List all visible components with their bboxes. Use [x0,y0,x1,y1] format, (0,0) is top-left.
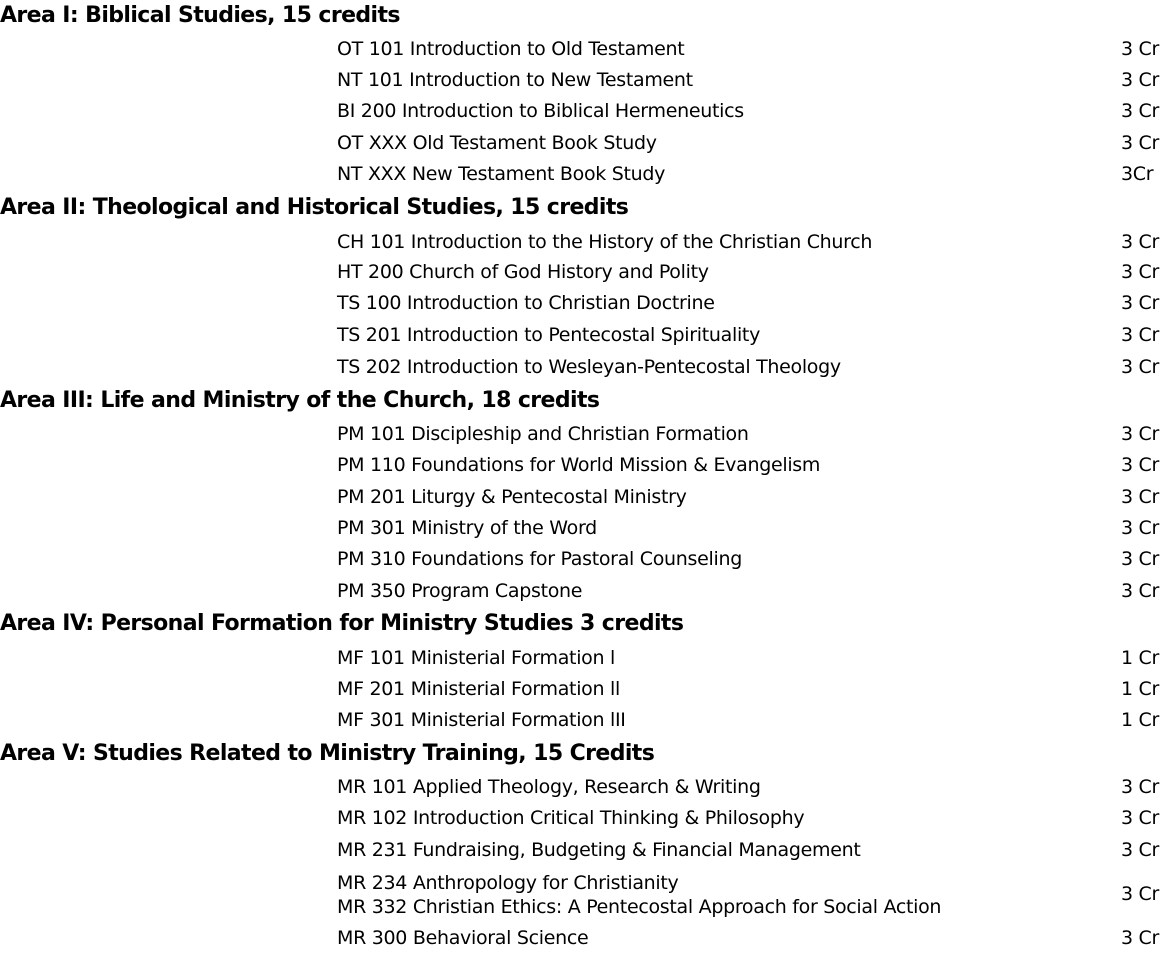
course-title: MR 332 Christian Ethics: A Pentecostal Approach for Social Action [337,896,942,918]
course-title: MF 301 Ministerial Formation lII [337,709,626,731]
course-credits: 3 Cr [1121,261,1160,283]
course-title: PM 110 Foundations for World Mission & Evangelism [337,454,821,476]
course-title: MR 300 Behavioral Science [337,927,589,949]
course-title: TS 100 Introduction to Christian Doctrine [337,292,715,314]
area-heading: Area V: Studies Related to Ministry Training, 15 Credits [0,741,655,766]
course-credits: 3 Cr [1121,927,1160,949]
course-title: OT 101 Introduction to Old Testament [337,38,685,60]
course-title: MR 231 Fundraising, Budgeting & Financial Management [337,839,861,861]
course-credits: 3 Cr [1121,486,1160,508]
area-heading: Area III: Life and Ministry of the Church, 18 credits [0,388,600,413]
course-credits: 3 Cr [1121,231,1160,253]
course-credits: 3Cr [1121,163,1154,185]
course-title: PM 350 Program Capstone [337,580,583,602]
course-title: CH 101 Introduction to the History of the Christian Church [337,231,873,253]
course-title: MR 102 Introduction Critical Thinking & Philosophy [337,807,805,829]
course-title: MF 201 Ministerial Formation ll [337,678,620,700]
course-title: PM 301 Ministry of the Word [337,517,597,539]
course-title: OT XXX Old Testament Book Study [337,132,657,154]
course-credits: 3 Cr [1121,776,1160,798]
course-title: MR 101 Applied Theology, Research & Writing [337,776,761,798]
course-title: TS 201 Introduction to Pentecostal Spirituality [337,324,761,346]
course-credits: 3 Cr [1121,423,1160,445]
course-credits: 3 Cr [1121,883,1160,905]
area-heading: Area I: Biblical Studies, 15 credits [0,3,400,28]
course-credits: 1 Cr [1121,647,1160,669]
course-credits: 3 Cr [1121,807,1160,829]
course-title: HT 200 Church of God History and Polity [337,261,709,283]
area-heading: Area IV: Personal Formation for Ministry Studies 3 credits [0,611,684,636]
course-credits: 3 Cr [1121,580,1160,602]
course-credits: 1 Cr [1121,678,1160,700]
course-title: TS 202 Introduction to Wesleyan-Pentecostal Theology [337,356,841,378]
area-heading: Area II: Theological and Historical Studies, 15 credits [0,195,629,220]
course-credits: 3 Cr [1121,548,1160,570]
course-credits: 3 Cr [1121,132,1160,154]
course-title: PM 101 Discipleship and Christian Formation [337,423,749,445]
course-title: PM 310 Foundations for Pastoral Counseling [337,548,742,570]
course-title: PM 201 Liturgy & Pentecostal Ministry [337,486,687,508]
course-title: NT 101 Introduction to New Testament [337,69,693,91]
course-credits: 3 Cr [1121,292,1160,314]
course-credits: 3 Cr [1121,324,1160,346]
course-credits: 3 Cr [1121,454,1160,476]
course-credits: 3 Cr [1121,38,1160,60]
course-credits: 3 Cr [1121,100,1160,122]
course-credits: 1 Cr [1121,709,1160,731]
course-credits: 3 Cr [1121,356,1160,378]
course-credits: 3 Cr [1121,517,1160,539]
course-title: NT XXX New Testament Book Study [337,163,666,185]
course-title: MR 234 Anthropology for Christianity [337,872,679,894]
course-title: MF 101 Ministerial Formation l [337,647,615,669]
course-credits: 3 Cr [1121,69,1160,91]
course-credits: 3 Cr [1121,839,1160,861]
course-title: BI 200 Introduction to Biblical Hermeneutics [337,100,744,122]
